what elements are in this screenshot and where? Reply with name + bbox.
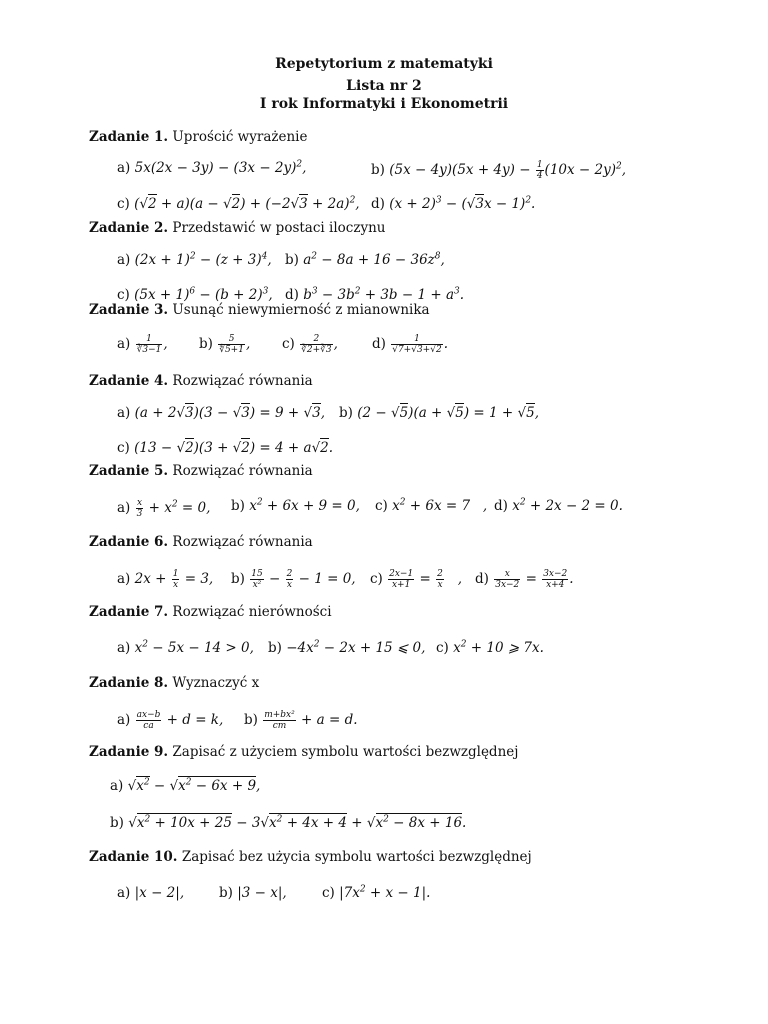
zadanie-2-d: d) $b^3 - 3b^2 + 3b - 1 + a^3$. bbox=[285, 286, 465, 303]
zadanie-10-b: b) |3 − x|, bbox=[219, 885, 287, 901]
zadanie-5-a: a) $\frac{x}{3}$ + $x^2 = 0$, bbox=[117, 498, 211, 519]
zadanie-10-a: a) |x − 2|, bbox=[117, 885, 185, 901]
zadanie-1-b: b) (5x − 4y)(5x + 4y) − $\frac{1}{4}$ $(10x - 2y)^2$, bbox=[371, 160, 627, 181]
doc-course: I rok Informatyki i Ekonometrii bbox=[259, 96, 509, 112]
zadanie-5-heading: Zadanie 5. Rozwiązać równania bbox=[89, 463, 313, 479]
zadanie-4-c: c) (13 − √2)(3 + √2) = 4 + a√2. bbox=[117, 440, 334, 456]
zadanie-6-d: d) $\frac{x}{3x-2}$ = $\frac{3x-2}{x+4}$ . bbox=[475, 569, 574, 590]
zadanie-1-heading: Zadanie 1. Uprościć wyrażenie bbox=[89, 129, 308, 145]
zadanie-3-heading: Zadanie 3. Usunąć niewymierność z mianownika bbox=[89, 302, 430, 318]
zadanie-5-d: d) $x^2 + 2x - 2 = 0$. bbox=[494, 497, 623, 514]
zadanie-7-heading: Zadanie 7. Rozwiązać nierówności bbox=[89, 604, 332, 620]
zadanie-8-heading: Zadanie 8. Wyznaczyć x bbox=[89, 675, 260, 691]
zadanie-3-a: a) $\frac{1}{∛3-1}$ , bbox=[117, 334, 168, 355]
zadanie-6-heading: Zadanie 6. Rozwiązać równania bbox=[89, 534, 313, 550]
zadanie-3-c: c) $\frac{2}{∛2+∛3}$ , bbox=[282, 334, 338, 355]
doc-title: Repetytorium z matematyki bbox=[275, 56, 493, 72]
zadanie-9-heading: Zadanie 9. Zapisać z użyciem symbolu wartości bezwzględnej bbox=[89, 744, 519, 760]
zadanie-1-c: c) $(√2 + a)(a - √2) + (-2√3 + 2a)^2$, bbox=[117, 195, 360, 212]
zadanie-6-a: a) 2x + $\frac{1}{x}$ = 3, bbox=[117, 569, 214, 590]
zadanie-4-heading: Zadanie 4. Rozwiązać równania bbox=[89, 373, 313, 389]
zadanie-7-c: c) $x^2 + 10$ ⩾ 7x. bbox=[436, 639, 544, 656]
zadanie-6-c: c) $\frac{2x-1}{x+1}$ = $\frac{2}{x}$ , bbox=[370, 569, 463, 590]
doc-subtitle: Lista nr 2 bbox=[346, 78, 422, 94]
zadanie-4-b: b) (2 − √5)(a + √5) = 1 + √5, bbox=[339, 405, 539, 421]
zadanie-8-b: b) $\frac{\text{m+bx²}}{cm}$ + a = d. bbox=[244, 710, 358, 731]
zadanie-10-c: c) $|7x^2 + x - 1|$. bbox=[322, 884, 431, 901]
zadanie-8-a: a) $\frac{ax-b}{ca}$ + d = k, bbox=[117, 710, 224, 731]
zadanie-2-c: c) $(5x + 1)^6 - (b + 2)^3$, bbox=[117, 286, 273, 303]
zadanie-1-d: d) $(x + 2)^3 - (√3x - 1)^2$. bbox=[371, 195, 536, 212]
zadanie-10-heading: Zadanie 10. Zapisać bez użycia symbolu wartości bezwzględnej bbox=[89, 849, 532, 865]
zadanie-2-a: a) $(2x + 1)^2 - (z + 3)^4$, bbox=[117, 251, 272, 268]
zadanie-2-heading: Zadanie 2. Przedstawić w postaci iloczynu bbox=[89, 220, 386, 236]
zadanie-6-b: b) $\frac{15}{\text{x²}}$ − $\frac{2}{x}$ − 1 = 0, bbox=[231, 569, 356, 590]
zadanie-2-b: b) $a^2 - 8a + 16 - 36z^8$, bbox=[285, 251, 445, 268]
zadanie-5-c: c) $x^2 + 6x = 7$ , bbox=[375, 497, 488, 514]
zadanie-7-b: $b) -4x^2 - 2x + 15$ ⩽ 0, bbox=[268, 639, 426, 656]
zadanie-4-a: a) (a + 2√3)(3 − √3) = 9 + √3, bbox=[117, 405, 325, 421]
zadanie-3-b: b) $\frac{5}{∜5+1}$ , bbox=[199, 334, 251, 355]
zadanie-7-a: a) $x^2 - 5x - 14 > 0$, bbox=[117, 639, 254, 656]
zadanie-9-b: b) $√x^2 + 10x + 25 - 3√x^2 + 4x + 4 + √x^2 - 8x + 16$. bbox=[110, 814, 467, 831]
zadanie-1-a: a) $5x(2x - 3y) - (3x - 2y)^2$, bbox=[117, 159, 307, 176]
zadanie-5-b: b) $x^2 + 6x + 9 = 0$, bbox=[231, 497, 360, 514]
zadanie-3-d: d) $\frac{1}{√7+√3+√2}$ . bbox=[372, 334, 448, 355]
zadanie-9-a: a) $√x^2 - √x^2 - 6x + 9$, bbox=[110, 777, 261, 794]
